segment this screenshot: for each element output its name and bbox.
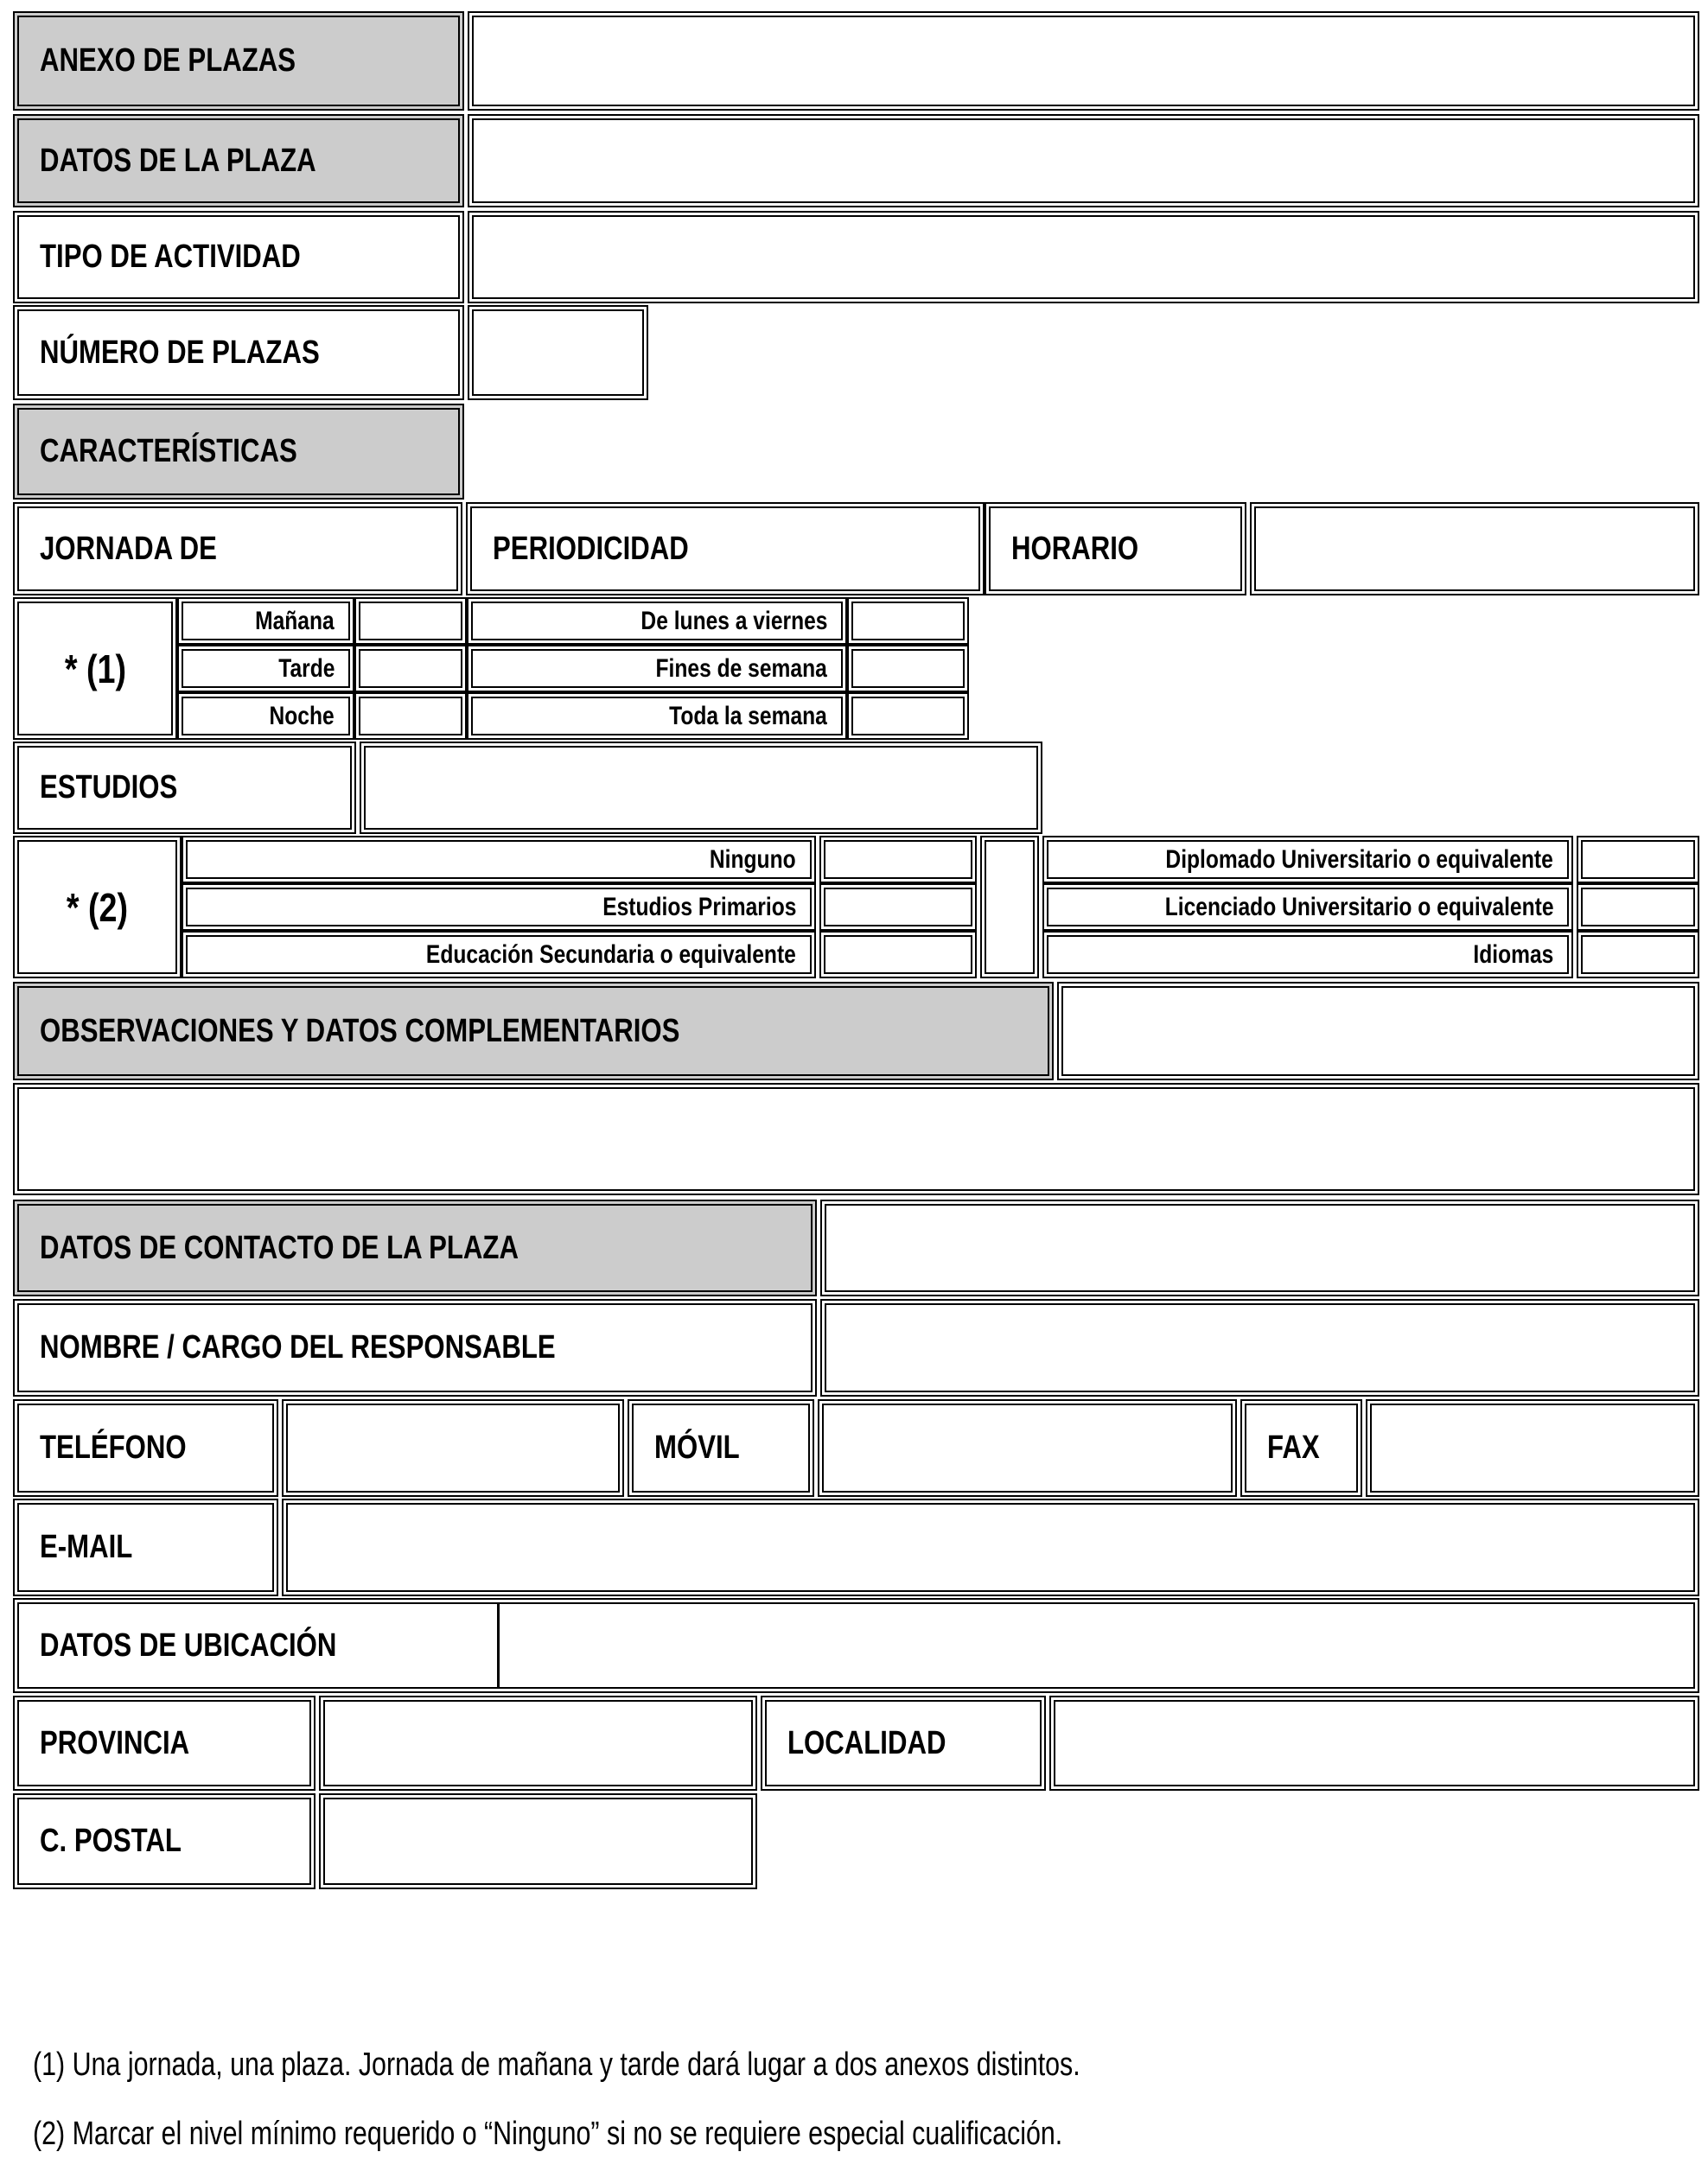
provincia-label [13, 1696, 315, 1791]
tipo-actividad-label-text: TIPO DE ACTIVIDAD [40, 239, 301, 275]
periodicidad-fines-semana-label-text: Fines de semana [655, 653, 827, 683]
observaciones-header [13, 982, 1054, 1080]
periodicidad-fines-semana-label [467, 645, 847, 692]
anexo-plazas-header-label: ANEXO DE PLAZAS [40, 42, 296, 79]
ubicacion-header-label: DATOS DE UBICACIÓN [40, 1627, 337, 1664]
tipo-actividad-label [13, 211, 464, 303]
footnote-2-text: (2) Marcar el nivel mínimo requerido o “Ninguno” si no se requiere especial cualificación. [33, 2116, 1063, 2152]
footnote-2 [33, 2116, 1320, 2153]
contacto-header-label: DATOS DE CONTACTO DE LA PLAZA [40, 1229, 519, 1266]
fax-input[interactable] [1366, 1399, 1699, 1497]
estudios-footnote-ref [13, 836, 182, 978]
footnote-1 [33, 2047, 1342, 2084]
footnote-1-text: (1) Una jornada, una plaza. Jornada de mañana y tarde dará lugar a dos anexos distintos. [33, 2047, 1080, 2083]
estudios-idiomas-label [1042, 931, 1573, 978]
fax-label [1240, 1399, 1362, 1497]
tipo-actividad-input[interactable] [468, 211, 1699, 303]
datos-plaza-input[interactable] [468, 114, 1699, 207]
periodicidad-toda-semana-label [467, 692, 847, 740]
estudios-spacer-cell [980, 836, 1039, 978]
ubicacion-input[interactable] [500, 1604, 1693, 1687]
periodicidad-lunes-viernes-checkbox[interactable] [847, 597, 969, 645]
estudios-primarios-label-text: Estudios Primarios [602, 892, 796, 921]
horario-label [985, 502, 1246, 595]
jornada-noche-checkbox[interactable] [354, 692, 467, 740]
jornada-de-label-text: JORNADA DE [40, 530, 217, 567]
provincia-label-text: PROVINCIA [40, 1724, 190, 1761]
ubicacion-row [13, 1598, 1699, 1693]
anexo-plazas-input[interactable] [468, 11, 1699, 111]
estudios-secundaria-checkbox[interactable] [819, 931, 977, 978]
movil-input[interactable] [818, 1399, 1237, 1497]
observaciones-side-input[interactable] [1057, 982, 1699, 1080]
jornada-noche-label [177, 692, 354, 740]
localidad-label [761, 1696, 1046, 1791]
estudios-diplomado-label-text: Diplomado Universitario o equivalente [1165, 844, 1553, 874]
contacto-header [13, 1200, 817, 1296]
horario-label-text: HORARIO [1011, 530, 1139, 567]
periodicidad-lunes-viernes-label-text: De lunes a viernes [640, 606, 827, 635]
datos-plaza-header [13, 114, 464, 207]
estudios-footnote-ref-text: * (2) [66, 884, 129, 930]
movil-label [628, 1399, 814, 1497]
nombre-cargo-label [13, 1299, 817, 1397]
periodicidad-label [466, 502, 985, 595]
estudios-primarios-checkbox[interactable] [819, 883, 977, 931]
jornada-tarde-label-text: Tarde [277, 653, 335, 683]
estudios-diplomado-label [1042, 836, 1573, 883]
anexo-plazas-form [13, 11, 1699, 1895]
periodicidad-toda-semana-label-text: Toda la semana [669, 701, 827, 730]
telefono-label-text: TELÉFONO [40, 1429, 187, 1466]
estudios-ninguno-label [182, 836, 816, 883]
datos-plaza-header-label: DATOS DE LA PLAZA [40, 142, 316, 179]
contacto-side-input[interactable] [820, 1200, 1699, 1296]
estudios-licenciado-checkbox[interactable] [1577, 883, 1699, 931]
jornada-tarde-checkbox[interactable] [354, 645, 467, 692]
email-label [13, 1499, 278, 1596]
email-input[interactable] [282, 1499, 1699, 1596]
telefono-label [13, 1399, 278, 1497]
periodicidad-lunes-viernes-label [467, 597, 847, 645]
estudios-secundaria-label [182, 931, 816, 978]
fax-label-text: FAX [1267, 1429, 1320, 1466]
periodicidad-toda-semana-checkbox[interactable] [847, 692, 969, 740]
estudios-label-text: ESTUDIOS [40, 769, 178, 805]
numero-plazas-label-text: NÚMERO DE PLAZAS [40, 334, 320, 371]
periodicidad-label-text: PERIODICIDAD [493, 530, 689, 567]
estudios-primarios-label [182, 883, 816, 931]
estudios-idiomas-checkbox[interactable] [1577, 931, 1699, 978]
anexo-plazas-header [13, 11, 464, 111]
jornada-manana-label [177, 597, 354, 645]
email-label-text: E-MAIL [40, 1529, 133, 1565]
codigo-postal-input[interactable] [319, 1793, 757, 1889]
nombre-cargo-input[interactable] [820, 1299, 1699, 1397]
nombre-cargo-label-text: NOMBRE / CARGO DEL RESPONSABLE [40, 1329, 556, 1366]
localidad-input[interactable] [1049, 1696, 1699, 1791]
caracteristicas-header-label: CARACTERÍSTICAS [40, 433, 297, 469]
jornada-footnote-ref-text: * (1) [64, 646, 126, 691]
ubicacion-header [19, 1604, 500, 1687]
caracteristicas-header [13, 404, 464, 500]
localidad-label-text: LOCALIDAD [787, 1724, 946, 1761]
provincia-input[interactable] [319, 1696, 757, 1791]
periodicidad-fines-semana-checkbox[interactable] [847, 645, 969, 692]
estudios-licenciado-label [1042, 883, 1573, 931]
jornada-footnote-ref [13, 597, 177, 740]
movil-label-text: MÓVIL [654, 1429, 740, 1466]
codigo-postal-label-text: C. POSTAL [40, 1823, 182, 1859]
telefono-input[interactable] [282, 1399, 624, 1497]
numero-plazas-input[interactable] [468, 305, 648, 400]
estudios-secundaria-label-text: Educación Secundaria o equivalente [426, 939, 796, 969]
jornada-manana-checkbox[interactable] [354, 597, 467, 645]
estudios-diplomado-checkbox[interactable] [1577, 836, 1699, 883]
observaciones-textarea[interactable] [13, 1083, 1699, 1195]
jornada-tarde-label [177, 645, 354, 692]
observaciones-header-label: OBSERVACIONES Y DATOS COMPLEMENTARIOS [40, 1012, 680, 1049]
codigo-postal-label [13, 1793, 315, 1889]
estudios-ninguno-label-text: Ninguno [710, 844, 796, 874]
numero-plazas-label [13, 305, 464, 400]
jornada-manana-label-text: Mañana [255, 606, 335, 635]
jornada-de-label [13, 502, 462, 595]
horario-input[interactable] [1250, 502, 1699, 595]
estudios-input[interactable] [360, 742, 1042, 834]
estudios-idiomas-label-text: Idiomas [1473, 939, 1553, 969]
jornada-noche-label-text: Noche [269, 701, 335, 730]
estudios-label [13, 742, 356, 834]
estudios-licenciado-label-text: Licenciado Universitario o equivalente [1164, 892, 1553, 921]
estudios-ninguno-checkbox[interactable] [819, 836, 977, 883]
